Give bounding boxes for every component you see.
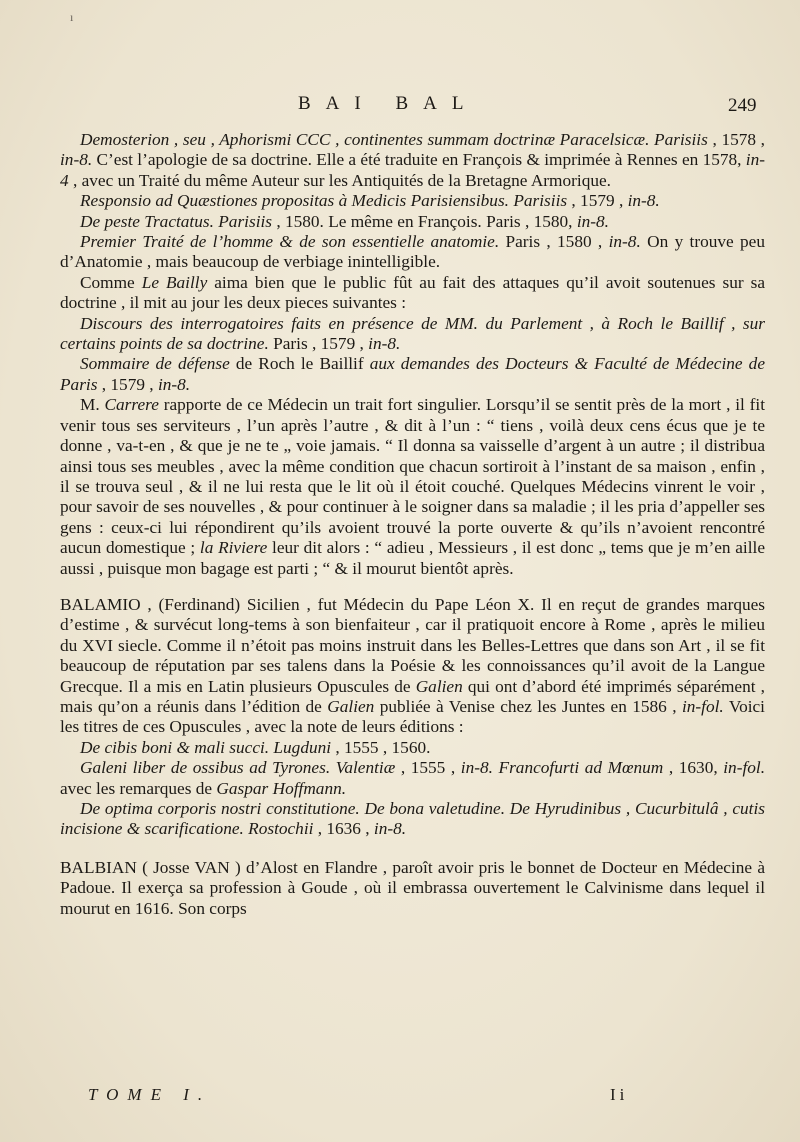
italic-run: la Riviere xyxy=(199,538,268,558)
text-run: , 1578 , xyxy=(707,130,765,149)
entry-paragraph xyxy=(60,212,765,232)
running-head xyxy=(0,93,800,117)
italic-run: in-8. xyxy=(576,211,609,231)
text-run: , avec un Traité du même Auteur sur les Antiquités de la Bretagne Armorique. xyxy=(68,170,611,190)
text-run: , 1555 , 1560. xyxy=(331,737,431,757)
italic-run: Responsio ad Quæstiones propositas à Medicis Parisiensibus. Parisiis xyxy=(80,191,568,211)
entry-paragraph xyxy=(60,799,765,840)
text-run: Paris , 1579 , xyxy=(268,334,369,354)
entry-paragraph xyxy=(60,395,765,579)
entry-paragraph xyxy=(60,130,765,191)
text-run: , 1630, xyxy=(663,758,724,778)
entry-paragraph xyxy=(60,232,765,273)
italic-run: Sommaire de défense xyxy=(80,354,230,374)
signature-mark: Ii xyxy=(610,1085,629,1104)
entry-paragraph xyxy=(60,738,765,758)
italic-run: in-8. Francofurti ad Mœnum xyxy=(460,758,664,778)
page-footer xyxy=(88,1085,738,1107)
text-run: On y trouve peu d’Anatomie , mais beaucoup de verbiage inintelligible. xyxy=(60,232,765,272)
text-run: , 1555 , xyxy=(395,758,461,778)
text-run: , 1636 , xyxy=(313,819,374,839)
text-run: , 1579 , xyxy=(567,191,628,211)
italic-run: De peste Tractatus. Parisiis xyxy=(80,211,273,231)
italic-run: Demosterion , seu , Aphorismi CCC , continentes summam doctrinæ Paracelsicæ. Parisiis xyxy=(80,130,708,149)
italic-run: De optima corporis nostri constitutione. De bona valetudine. De Hyrudinibus , Cucurbitulâ , cutis incisione & scarificatione. Rostochii xyxy=(60,799,765,839)
text-run: avec les remarques de xyxy=(60,778,217,798)
italic-run: Le Bailly xyxy=(141,272,208,292)
text-run: leur dit alors : “ adieu , Messieurs , il est donc „ tems que je m’en aille aussi , puisque mon bagage est parti ; “ & il mourut bientôt après. xyxy=(60,538,765,578)
italic-run: in-8. xyxy=(373,819,407,839)
italic-run: aux demandes des Docteurs & Faculté de Médecine de Paris xyxy=(60,354,765,394)
text-run: BALAMIO , (Ferdinand) Sicilien , fut Médecin du Pape Léon X. Il en reçut de grandes marques d’estime , & survécut long-tems à son bienfaiteur , car il pratiquoit encore à Rome , après le milieu du XVI siecle. Comme il n’étoit pas moins instruit dans les Belles-Lettres que dans son Art , il se fit beaucoup de réputation par ses talens dans la Poésie & les connoissances qu’il avoit de la Langue Grecque. Il a mis en Latin plusieurs Opuscules de xyxy=(60,594,765,696)
text-run: de Roch le Baillif xyxy=(229,354,370,374)
italic-run: in-4 xyxy=(60,150,765,190)
text-run: Comme xyxy=(80,272,142,292)
italic-run: Discours des interrogatoires faits en présence de MM. du Parlement , à Roch le Baillif , sur certains points de sa doctrine. xyxy=(60,313,765,354)
entry-paragraph xyxy=(60,858,765,919)
italic-run: Premier Traité de l’homme & de son essentielle anatomie. xyxy=(80,232,500,252)
text-run: rapporte de ce Médecin un trait fort singulier. Lorsqu’il se sentit près de la mort , il fit venir tous ses serviteurs , l’un après l’autre , & dit à l’un : “ tiens , voilà deux cens écus que je te donne , va-t-en , & que je ne te „ voie jamais. “ Il donna sa vaisselle d’argent à un autre ; il distribua ainsi tous ses meubles , avec la même condition que chacun sortiroit à l’instant de sa maison , enfin , il se trouva seul , & il ne lui resta que le lit où il étoit couché. Quelques Médecins vinrent le voir , pour savoir de ses nouvelles , & pour continuer à le soigner dans sa maladie ; il les pria d’appeller ses gens : ceux-ci lui répondirent qu’ils avoient trouvé la porte ouverte & qu’ils n’avoient rencontré aucun domestique ; xyxy=(60,395,765,558)
italic-run: Galeni liber de ossibus ad Tyrones. Valentiæ xyxy=(80,758,396,778)
italic-run: in-8. xyxy=(157,374,191,394)
text-run: aima bien que le public fût au fait des attaques qu’il avoit soutenues sur sa doctrine , il mit au jour les deux pieces suivantes : xyxy=(60,272,766,313)
italic-run: in-8. xyxy=(608,232,641,252)
italic-run: Galien xyxy=(415,676,463,696)
running-title: BAI BAL xyxy=(298,93,479,114)
entry-paragraph xyxy=(60,191,765,211)
entry-paragraph xyxy=(60,314,765,355)
text-run: Voici les titres de ces Opuscules , avec la note de leurs éditions : xyxy=(60,696,765,737)
margin-mark: ı xyxy=(70,10,74,24)
italic-run: in-8. xyxy=(60,150,93,170)
italic-run: Gaspar Hoffmann. xyxy=(216,778,347,798)
italic-run: in-fol. xyxy=(681,696,724,716)
main-text xyxy=(60,130,765,919)
text-run: , 1579 , xyxy=(97,374,158,394)
text-run: Paris , 1580 , xyxy=(499,232,609,252)
volume-label: TOME I. xyxy=(88,1085,212,1104)
entry-paragraph xyxy=(60,273,765,314)
italic-run: Galien xyxy=(327,696,375,716)
text-run: qui ont d’abord été imprimés séparément , mais qu’on a réunis dans l’édition de xyxy=(60,676,765,716)
italic-run: in-8. xyxy=(368,334,401,354)
italic-run: in-fol. xyxy=(723,758,766,778)
text-run: BALBIAN ( Josse VAN ) d’Alost en Flandre , paroît avoir pris le bonnet de Docteur en Médecine à Padoue. Il exerça sa profession à Goude , où il embrassa ouvertement le Calvinisme dans lequel il mourut en 1616. Son corps xyxy=(60,857,765,918)
text-run: C’est l’apologie de sa doctrine. Elle a été traduite en François & imprimée à Rennes en 1578, xyxy=(92,150,746,170)
italic-run: Carrere xyxy=(104,395,159,415)
entry-paragraph xyxy=(60,595,765,738)
italic-run: De cibis boni & mali succi. Lugduni xyxy=(80,737,332,757)
text-run: M. xyxy=(80,395,105,415)
text-run: publiée à Venise chez les Juntes en 1586 , xyxy=(374,696,682,716)
text-run: , 1580. Le même en François. Paris , 1580, xyxy=(272,211,577,231)
entry-paragraph xyxy=(60,758,765,799)
page-number: 249 xyxy=(728,95,757,116)
italic-run: in-8. xyxy=(627,191,660,211)
entry-paragraph xyxy=(60,354,765,395)
